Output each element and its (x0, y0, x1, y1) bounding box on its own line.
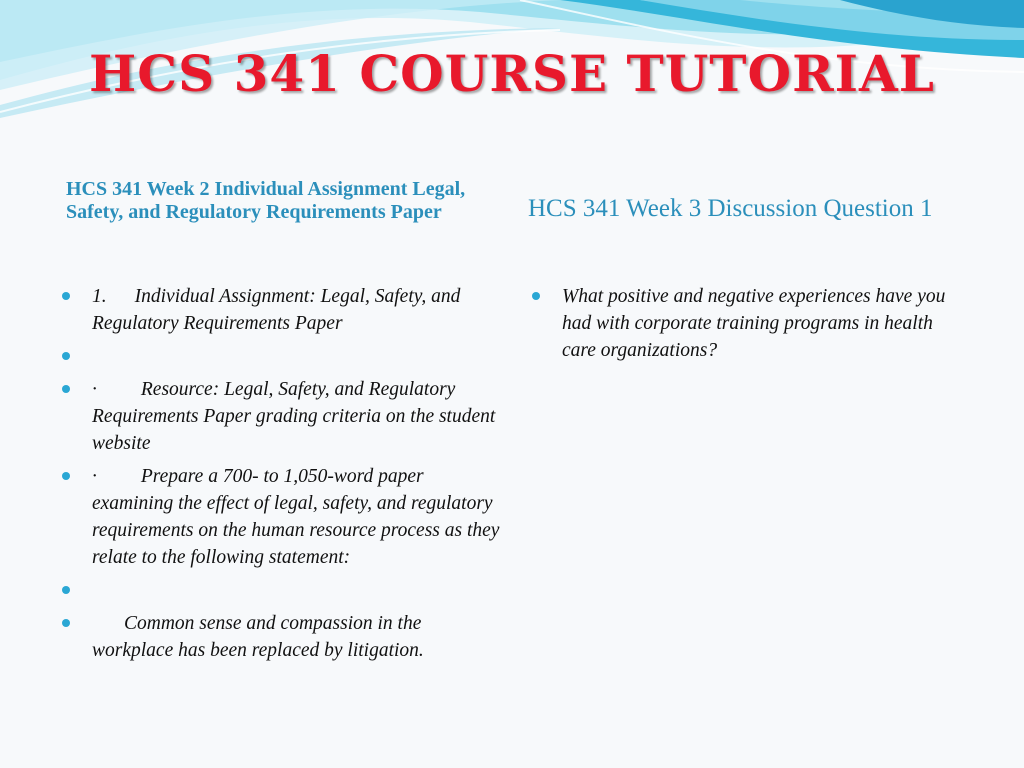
right-column-heading: HCS 341 Week 3 Discussion Question 1 (528, 195, 933, 222)
item-text: Prepare a 700- to 1,050-word paper examining the effect of legal, safety, and regulatory requirements on the human resource process as they relate to the following statement: (92, 466, 500, 568)
item-marker: · (92, 466, 97, 487)
bullet-icon (62, 472, 70, 480)
bullet-icon (62, 385, 70, 393)
item-text: Individual Assignment: Legal, Safety, and Regulatory Requirements Paper (92, 286, 461, 334)
list-item (60, 376, 500, 457)
slide-title: HCS 341 COURSE TUTORIAL (89, 44, 935, 103)
item-marker: 1. (92, 286, 107, 307)
left-column-heading: HCS 341 Week 2 Individual Assignment Legal, Safety, and Regulatory Requirements Paper (66, 178, 466, 223)
left-bullet-list (60, 283, 500, 670)
bullet-icon (532, 292, 540, 300)
bullet-icon (62, 352, 70, 360)
item-text: Common sense and compassion in the workplace has been replaced by litigation. (92, 613, 424, 661)
list-item (60, 343, 500, 370)
item-text: Resource: Legal, Safety, and Regulatory Requirements Paper grading criteria on the student website (92, 379, 496, 454)
item-text: What positive and negative experiences have you had with corporate training programs in health care organizations? (562, 286, 946, 361)
item-marker: · (92, 379, 97, 400)
list-item (530, 283, 950, 364)
list-item (60, 610, 500, 664)
bullet-icon (62, 619, 70, 627)
list-item (60, 283, 500, 337)
bullet-icon (62, 292, 70, 300)
right-bullet-list (530, 283, 950, 370)
list-item (60, 463, 500, 571)
list-item (60, 577, 500, 604)
bullet-icon (62, 586, 70, 594)
